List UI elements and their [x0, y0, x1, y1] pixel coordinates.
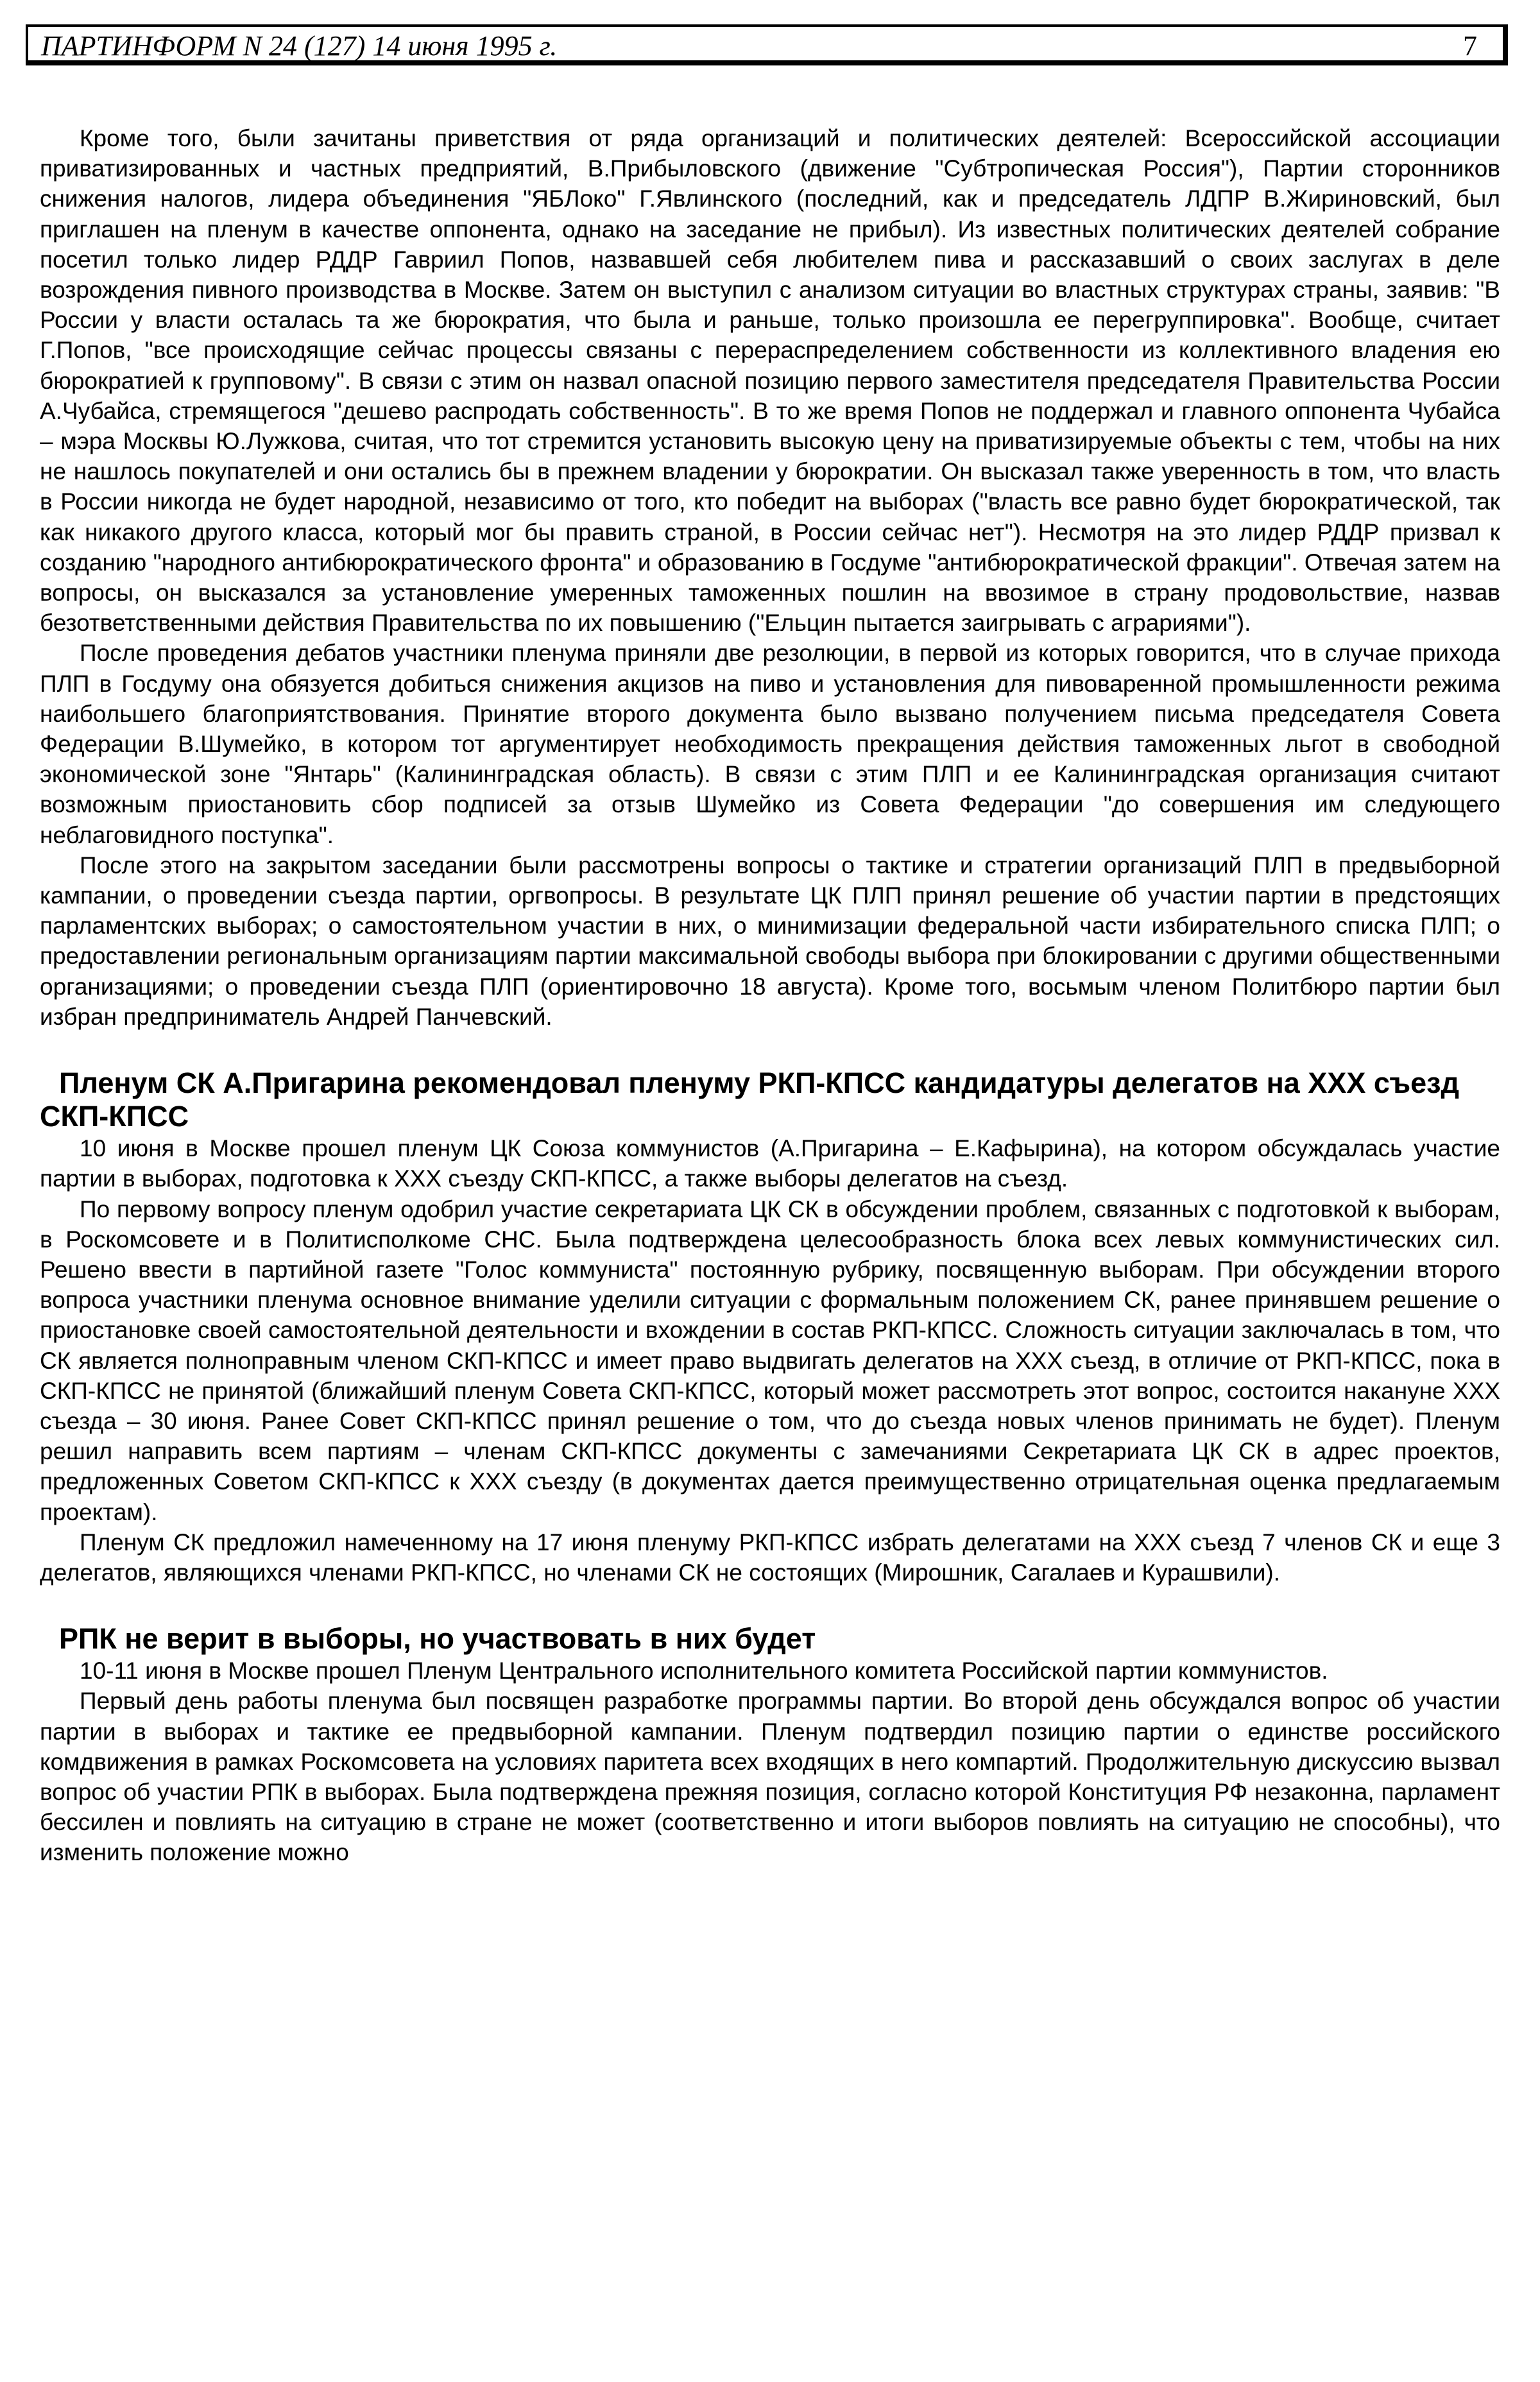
article-heading: Пленум СК А.Пригарина рекомендовал пленуму РКП-КПСС кандидатуры делегатов на XXX съезд СКП-КПСС: [40, 1067, 1460, 1133]
article-heading: РПК не верит в выборы, но участвовать в них будет: [59, 1622, 816, 1656]
page-header: [26, 24, 1508, 65]
article-plp: [40, 123, 1500, 1032]
paragraph: После проведения дебатов участники пленума приняли две резолюции, в первой из которых говорится, что в случае прихода ПЛП в Госдуму она обязуется добиться снижения акцизов на пиво и установления для пивоваренной промышленности режима наибольшего благоприятствования. Принятие второго документа было вызвано получением письма председателя Совета Федерации В.Шумейко, в котором тот аргументирует необходимость прекращения действия таможенных льгот в свободной экономической зоне "Янтарь" (Калининградская область). В связи с этим ПЛП и ее Калининградская организация считают возможным приостановить сбор подписей за отзыв Шумейко из Совета Федерации "до совершения им следующего неблаговидного поступка".: [40, 640, 1500, 848]
article-sk-plenum: [40, 1067, 1500, 1588]
paragraph: 10 июня в Москве прошел пленум ЦК Союза коммунистов (А.Пригарина – Е.Кафырина), на котором обсуждалась участие партии в выборах, подготовка к XXX съезду СКП-КПСС, а также выборы делегатов на съезд.: [40, 1135, 1500, 1192]
page-number: 7: [1463, 30, 1477, 62]
page-body: [40, 123, 1500, 1868]
paragraph: 10-11 июня в Москве прошел Пленум Центрального исполнительного комитета Российской партии коммунистов.: [80, 1658, 1328, 1684]
article-rpk: [40, 1622, 1500, 1867]
section-spacer: [40, 1032, 1500, 1067]
publication-title: ПАРТИНФОРМ N 24 (127) 14 июня 1995 г.: [41, 30, 558, 62]
paragraph: По первому вопросу пленум одобрил участие секретариата ЦК СК в обсуждении проблем, связанных с подготовкой к выборам, в Роскомсовете и в Политисполкоме СНС. Была подтверждена целесообразность блока всех левых коммунистических сил. Решено ввести в партийной газете "Голос коммуниста" постоянную рубрику, посвященную выборам. При обсуждении второго вопроса участники пленума основное внимание уделили ситуации с формальным положением СК, ранее принявшем решение о приостановке своей самостоятельной деятельности и вхождении в состав РКП-КПСС. Сложность ситуации заключалась в том, что СК является полноправным членом СКП-КПСС и имеет право выдвигать делегатов на XXX съезд, в отличие от РКП-КПСС, пока в СКП-КПСС не принятой (ближайший пленум Совета СКП-КПСС, который может рассмотреть этот вопрос, состоится накануне XXX съезда – 30 июня. Ранее Совет СКП-КПСС принял решение о том, что до съезда новых членов принимать не будет). Пленум решил направить всем партиям – членам СКП-КПСС документы с замечаниями Секретариата ЦК СК в адрес проектов, предложенных Советом СКП-КПСС к XXX съезду (в документах дается преимущественно отрицательная оценка предлагаемым проектам).: [40, 1195, 1500, 1525]
paragraph: Кроме того, были зачитаны приветствия от ряда организаций и политических деятелей: Всероссийской ассоциации приватизированных и частных предприятий, В.Прибыловского (движение "Субтропическая Россия"), Партии сторонников снижения налогов, лидера объединения "ЯБЛоко" Г.Явлинского (последний, как и председатель ЛДПР В.Жириновский, был приглашен на пленум в качестве оппонента, однако на заседание не прибыл). Из известных политических деятелей собрание посетил только лидер РДДР Гавриил Попов, назвавшей себя любителем пива и рассказавший о своих заслугах в деле возрождения пивного производства в Москве. Затем он выступил с анализом ситуации во властных структурах страны, заявив: "В России у власти осталась та же бюрократия, что была и раньше, только произошла ее перегруппировка". Вообще, считает Г.Попов, "все происходящие сейчас процессы связаны с перераспределением собственности из коллективного владения ею бюрократией к групповому". В связи с этим он назвал опасной позицию первого заместителя председателя Правительства России А.Чубайса, стремящегося "дешево распродать собственность". В то же время Попов не поддержал и главного оппонента Чубайса – мэра Москвы Ю.Лужкова, считая, что тот стремится установить высокую цену на приватизируемые объекты с тем, чтобы на них не нашлось покупателей и они остались бы в прежнем владении у бюрократии. Он высказал также уверенность в том, что власть в России никогда не будет народной, независимо от того, кто победит на выборах ("власть все равно будет бюрократической, так как никакого другого класса, который мог бы править страной, в России сейчас нет"). Несмотря на это лидер РДДР призвал к созданию "народного антибюрократического фронта" и образованию в Госдуме "антибюрократической фракции". Отвечая затем на вопросы, он высказался за установление умеренных таможенных пошлин на ввозимое в страну продовольствие, назвав безответственными действия Правительства по их повышению ("Ельцин пытается заигрывать с аграриями").: [40, 125, 1500, 637]
section-spacer: [40, 1588, 1500, 1622]
paragraph: Пленум СК предложил намеченному на 17 июня пленуму РКП-КПСС избрать делегатами на XXX съезд 7 членов СК и еще 3 делегатов, являющихся членами РКП-КПСС, но членами СК не состоящих (Мирошник, Сагалаев и Курашвили).: [40, 1529, 1500, 1586]
paragraph: Первый день работы пленума был посвящен разработке программы партии. Во второй день обсуждался вопрос об участии партии в выборах и тактике ее предвыборной кампании. Пленум подтвердил позицию партии о единстве российского комдвижения в рамках Роскомсовета на условиях паритета всех входящих в него компартий. Продолжительную дискуссию вызвал вопрос об участии РПК в выборах. Была подтверждена прежняя позиция, согласно которой Конституция РФ незаконна, парламент бессилен и повлиять на ситуацию в стране не может (соответственно и итоги выборов повлиять на ситуацию не способны), что изменить положение можно: [40, 1688, 1500, 1866]
paragraph: После этого на закрытом заседании были рассмотрены вопросы о тактике и стратегии организаций ПЛП в предвыборной кампании, о проведении съезда партии, оргвопросы. В результате ЦК ПЛП принял решение об участии партии в предстоящих парламентских выборах; о самостоятельном участии в них, о минимизации федеральной части избирательного списка ПЛП; о предоставлении региональным организациям партии максимальной свободы выбора при блокировании с другими общественными организациями; о проведении съезда ПЛП (ориентировочно 18 августа). Кроме того, восьмым членом Политбюро партии был избран предприниматель Андрей Панчевский.: [40, 852, 1500, 1030]
